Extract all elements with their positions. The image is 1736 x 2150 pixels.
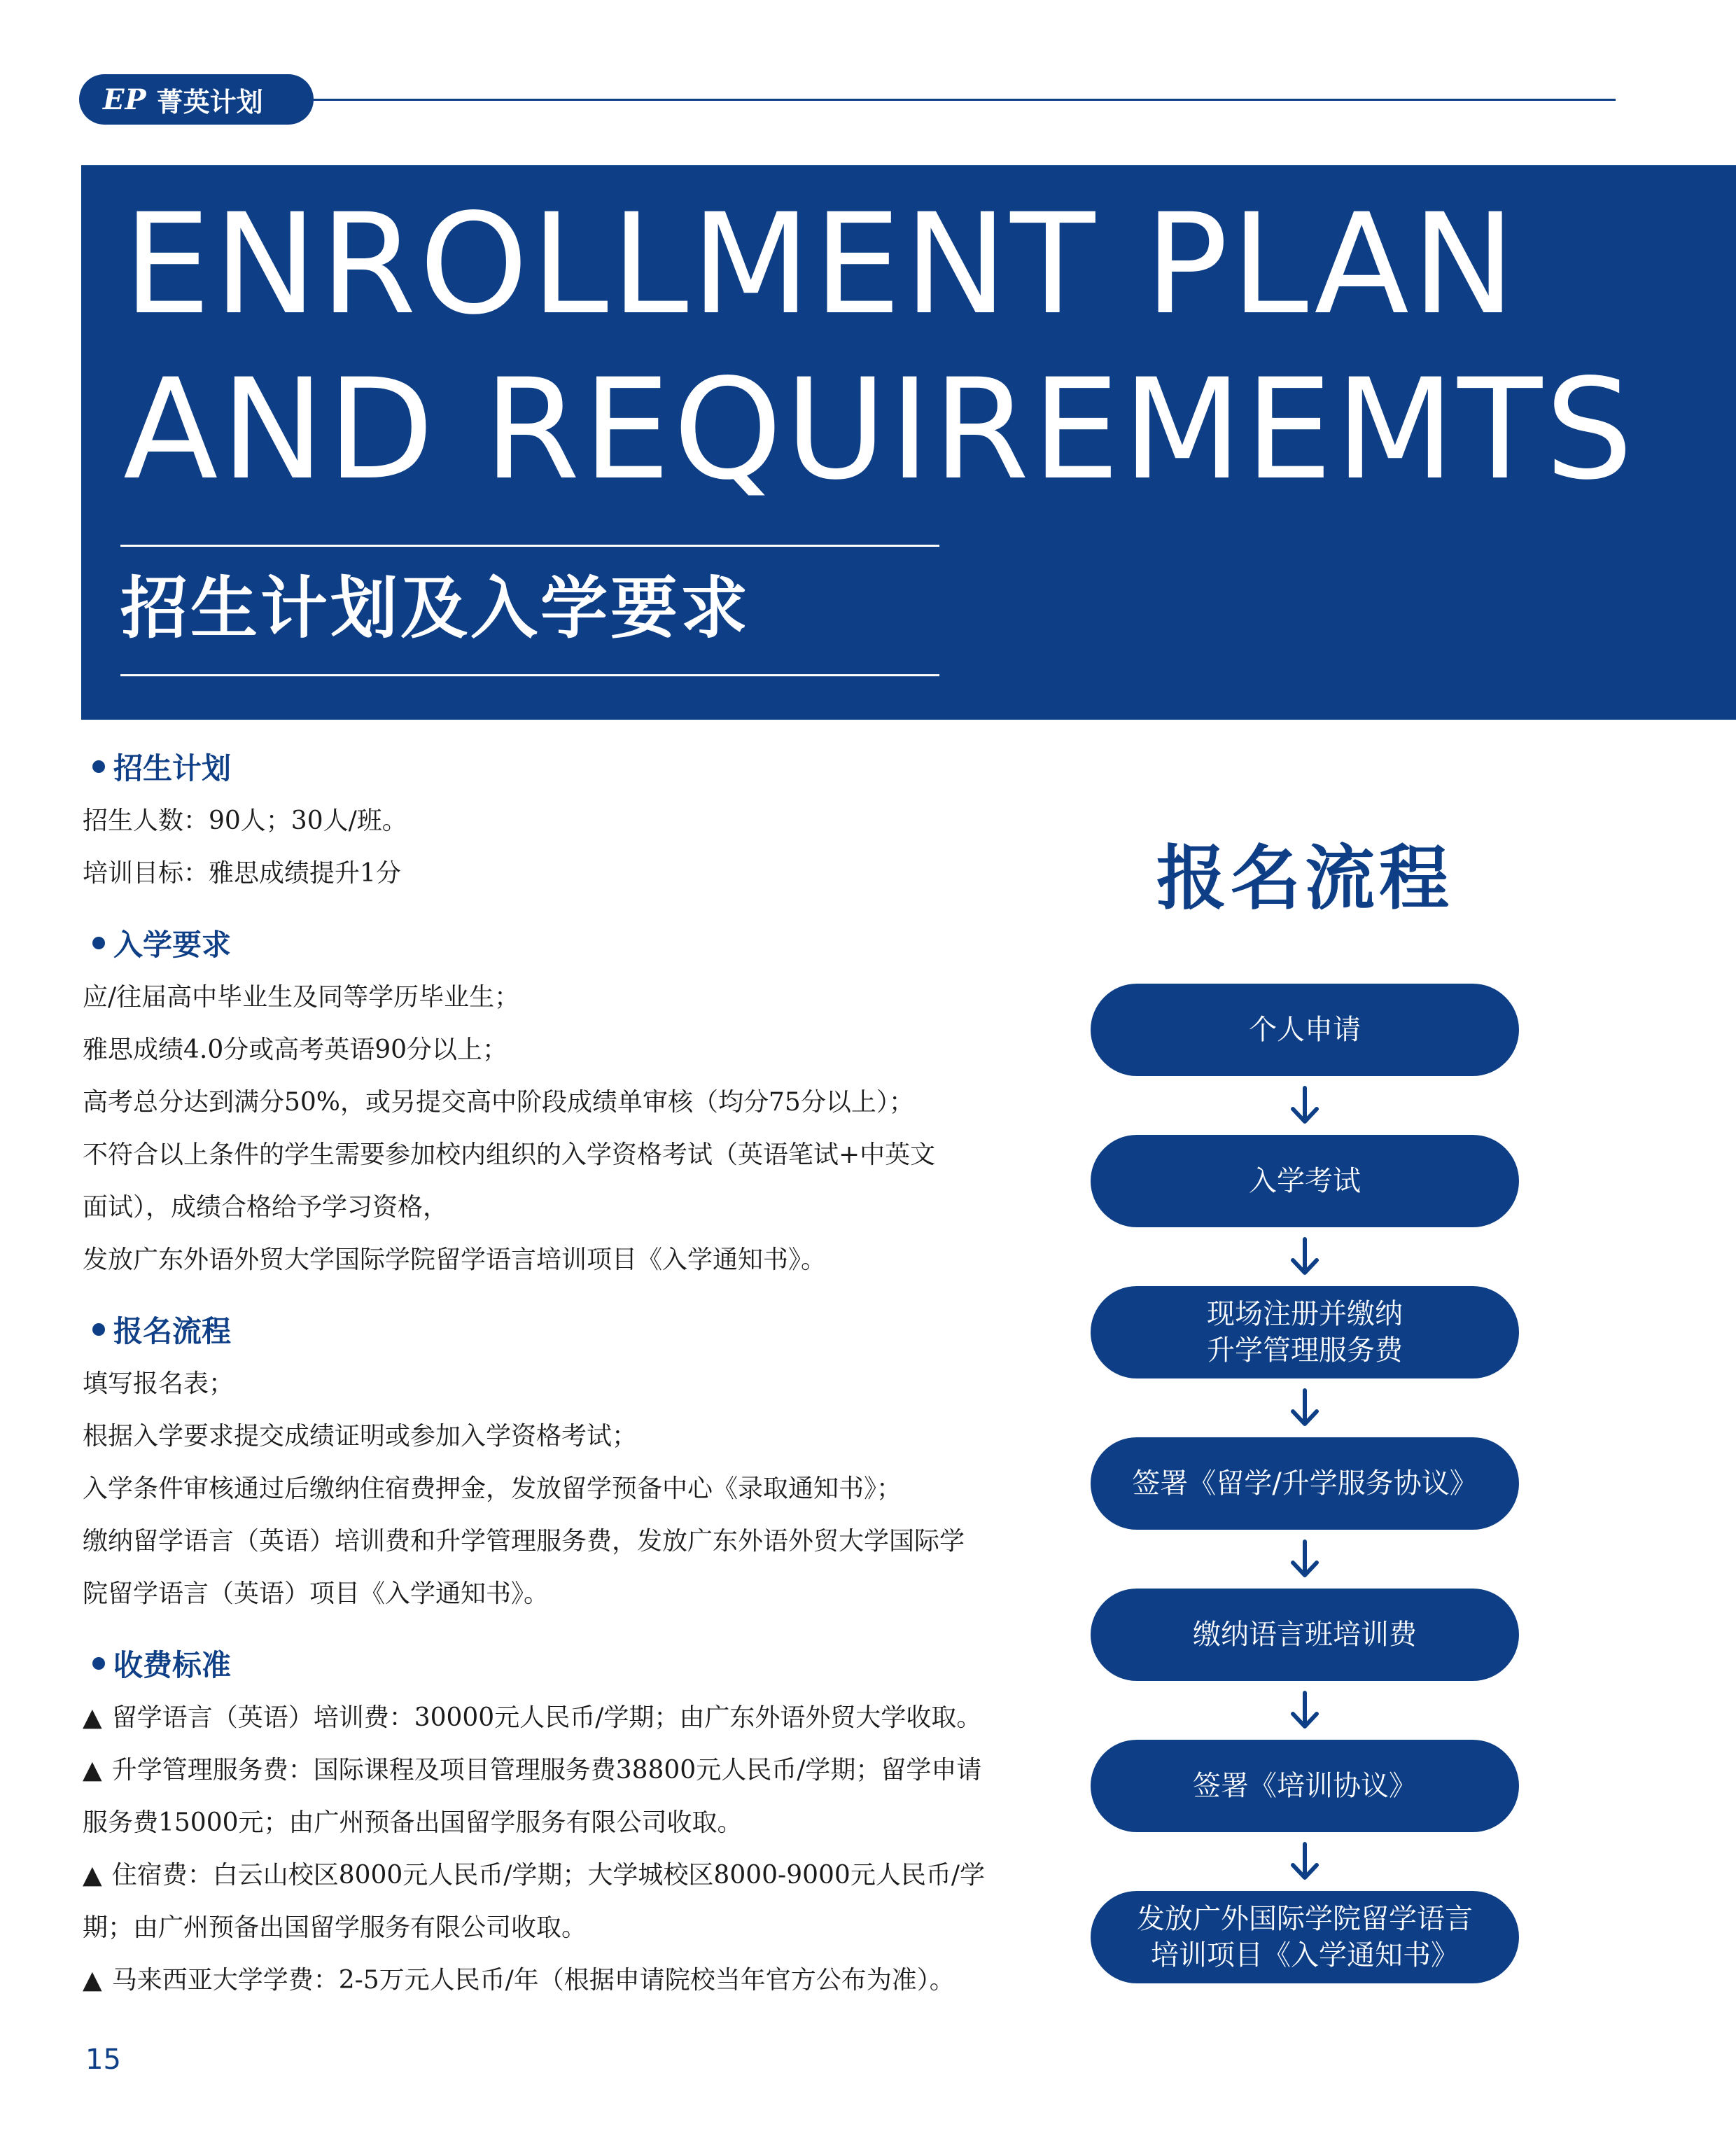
content-column bbox=[83, 739, 1049, 2022]
hero-title-line-2: AND REQUIREMEMTS bbox=[123, 349, 1636, 510]
fee-item bbox=[83, 1744, 1049, 1796]
section-heading-text: 报名流程 bbox=[113, 1314, 232, 1348]
arrow-down-icon bbox=[1091, 1076, 1519, 1135]
flow-step-sign-service-agreement bbox=[1091, 1437, 1519, 1530]
fee-item-text: 留学语言（英语）培训费：30000元人民币/学期；由广东外语外贸大学收取。 bbox=[111, 1703, 982, 1732]
body-text-line: 招生人数：90人；30人/班。 bbox=[83, 807, 407, 835]
triangle-bullet-icon: ▲ bbox=[83, 1756, 102, 1785]
body-text-line: 应/往届高中毕业生及同等学历毕业生； bbox=[83, 983, 520, 1012]
fee-item-text: 升学管理服务费：国际课程及项目管理服务费38800元人民币/学期；留学申请 bbox=[111, 1756, 982, 1785]
brand-logo-ep: EP bbox=[103, 83, 147, 116]
flow-step-admission-notice bbox=[1091, 1891, 1519, 1983]
flow-step-label: 发放广外国际学院留学语言 bbox=[1137, 1903, 1473, 1935]
body-text-line: 填写报名表； bbox=[83, 1369, 234, 1398]
page-number: 15 bbox=[85, 2044, 121, 2076]
hero-subtitle-rule-bottom bbox=[120, 674, 939, 676]
triangle-bullet-icon: ▲ bbox=[83, 1966, 102, 1995]
arrow-down-icon bbox=[1091, 1227, 1519, 1286]
hero-banner bbox=[81, 165, 1736, 720]
section-heading-text: 入学要求 bbox=[113, 928, 232, 962]
fee-item bbox=[83, 1691, 1049, 1744]
bullet-dot-icon bbox=[92, 760, 105, 773]
fee-item-continuation: 期；由广州预备出国留学服务有限公司收取。 bbox=[83, 1913, 587, 1942]
hero-title bbox=[123, 182, 1636, 512]
section-fees bbox=[83, 1635, 1049, 2006]
section-requirements bbox=[83, 915, 1049, 1286]
brand-logo-name: 菁英计划 bbox=[156, 85, 263, 118]
application-flowchart bbox=[1091, 984, 1519, 1983]
header-divider bbox=[314, 99, 1616, 101]
section-heading bbox=[83, 739, 1049, 795]
flow-step-pay-tuition bbox=[1091, 1589, 1519, 1681]
body-text-line: 入学条件审核通过后缴纳住宿费押金，发放留学预备中心《录取通知书》； bbox=[83, 1474, 902, 1503]
flow-step-label: 签署《培训协议》 bbox=[1193, 1770, 1417, 1802]
section-heading-text: 招生计划 bbox=[113, 751, 232, 786]
section-application-process bbox=[83, 1301, 1049, 1620]
bullet-dot-icon bbox=[92, 1323, 105, 1336]
body-text-line: 面试），成绩合格给予学习资格， bbox=[83, 1193, 449, 1222]
brand-logo bbox=[79, 74, 314, 125]
fee-item-text: 马来西亚大学学费：2-5万元人民币/年（根据申请院校当年官方公布为准）。 bbox=[111, 1966, 955, 1995]
body-text-line: 雅思成绩4.0分或高考英语90分以上； bbox=[83, 1035, 508, 1064]
body-text-line: 高考总分达到满分50%，或另提交高中阶段成绩单审核（均分75分以上）； bbox=[83, 1088, 914, 1117]
body-text-line: 不符合以上条件的学生需要参加校内组织的入学资格考试（英语笔试+中英文 bbox=[83, 1140, 936, 1169]
body-text-line: 培训目标：雅思成绩提升1分 bbox=[83, 859, 401, 888]
hero-title-line-1: ENROLLMENT PLAN bbox=[123, 183, 1519, 345]
hero-subtitle: 招生计划及入学要求 bbox=[120, 569, 750, 648]
body-text-line: 发放广东外语外贸大学国际学院留学语言培训项目《入学通知书》。 bbox=[83, 1245, 827, 1274]
body-text-line: 院留学语言（英语）项目《入学通知书》。 bbox=[83, 1579, 550, 1608]
section-heading-text: 收费标准 bbox=[113, 1648, 232, 1682]
section-heading bbox=[83, 1635, 1049, 1691]
fee-item-continuation: 服务费15000元；由广州预备出国留学服务有限公司收取。 bbox=[83, 1808, 743, 1837]
bullet-dot-icon bbox=[92, 937, 105, 949]
flow-step-label: 个人申请 bbox=[1249, 1014, 1361, 1046]
body-text-line: 缴纳留学语言（英语）培训费和升学管理服务费，发放广东外语外贸大学国际学 bbox=[83, 1527, 965, 1556]
bullet-dot-icon bbox=[92, 1657, 105, 1670]
flow-step-label: 升学管理服务费 bbox=[1207, 1334, 1403, 1367]
fee-item-text: 住宿费：白云山校区8000元人民币/学期；大学城校区8000-9000元人民币/学 bbox=[111, 1861, 985, 1890]
flow-step-label: 现场注册并缴纳 bbox=[1207, 1298, 1403, 1330]
hero-subtitle-rule-top bbox=[120, 545, 939, 547]
arrow-down-icon bbox=[1091, 1832, 1519, 1891]
flow-step-entrance-exam bbox=[1091, 1135, 1519, 1227]
flow-step-registration bbox=[1091, 1286, 1519, 1378]
flow-step-label: 入学考试 bbox=[1249, 1165, 1361, 1197]
triangle-bullet-icon: ▲ bbox=[83, 1861, 102, 1890]
triangle-bullet-icon: ▲ bbox=[83, 1703, 102, 1732]
arrow-down-icon bbox=[1091, 1681, 1519, 1740]
arrow-down-icon bbox=[1091, 1530, 1519, 1589]
flow-step-label: 缴纳语言班培训费 bbox=[1193, 1619, 1417, 1651]
section-heading bbox=[83, 915, 1049, 971]
flow-step-sign-training-agreement bbox=[1091, 1740, 1519, 1832]
fee-item bbox=[83, 1954, 1049, 2006]
flow-step-label: 培训项目《入学通知书》 bbox=[1151, 1939, 1459, 1971]
section-enrollment-plan bbox=[83, 739, 1049, 900]
body-text-line: 根据入学要求提交成绩证明或参加入学资格考试； bbox=[83, 1422, 638, 1451]
flow-step-label: 签署《留学/升学服务协议》 bbox=[1132, 1467, 1478, 1500]
flow-step-apply bbox=[1091, 984, 1519, 1076]
arrow-down-icon bbox=[1091, 1378, 1519, 1437]
section-heading bbox=[83, 1301, 1049, 1357]
flow-title: 报名流程 bbox=[1156, 837, 1453, 919]
fee-item bbox=[83, 1849, 1049, 1901]
